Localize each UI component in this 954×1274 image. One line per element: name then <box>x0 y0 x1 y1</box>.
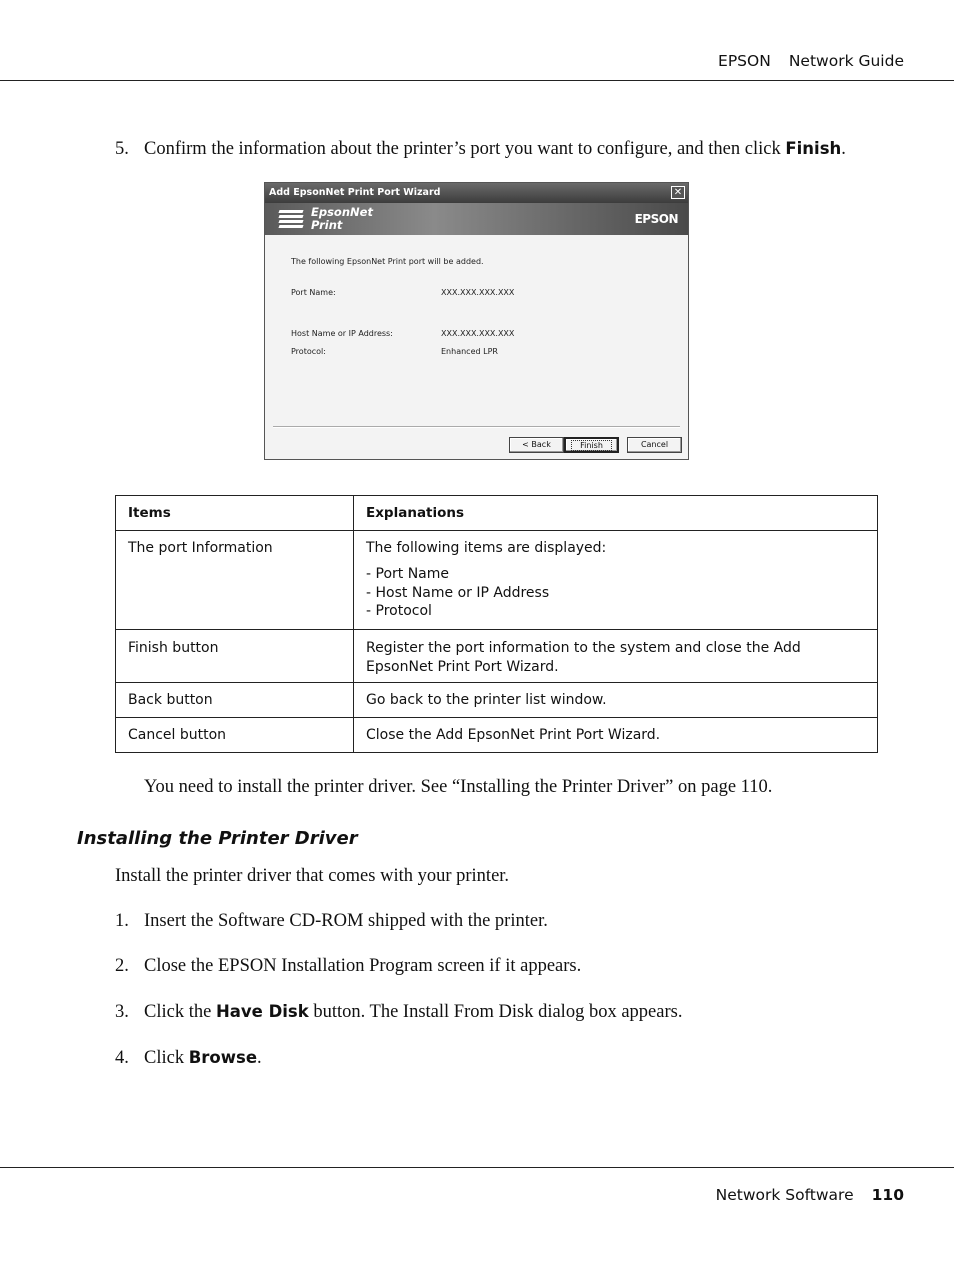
step-text: Close the EPSON Installation Program screen if it appears. <box>144 956 582 976</box>
explanation-text: The following items are displayed: <box>366 540 607 556</box>
port-name-value: XXX.XXX.XXX.XXX <box>441 288 515 297</box>
close-icon[interactable]: ✕ <box>671 186 685 199</box>
host-value: XXX.XXX.XXX.XXX <box>441 329 515 338</box>
table-header-row <box>116 496 878 531</box>
step-3 <box>115 1000 682 1024</box>
footer-section: Network Software <box>715 1186 854 1204</box>
list-item: - Host Name or IP Address <box>366 584 550 601</box>
table-row <box>116 630 878 683</box>
host-label: Host Name or IP Address: <box>291 329 393 338</box>
protocol-label: Protocol: <box>291 347 326 356</box>
step-2 <box>115 954 581 978</box>
page-number: 110 <box>871 1186 904 1204</box>
wizard-dialog <box>264 182 689 460</box>
page-footer <box>716 1186 904 1204</box>
protocol-value: Enhanced LPR <box>441 347 498 356</box>
explanation-cell: Close the Add EpsonNet Print Port Wizard. <box>354 718 878 753</box>
back-button[interactable]: < Back <box>509 437 564 453</box>
table-row <box>116 531 878 630</box>
banner-product-name <box>311 206 373 232</box>
header-explanations: Explanations <box>354 496 878 531</box>
epsonnet-logo-icon <box>279 208 303 230</box>
step-number: 3. <box>115 1002 129 1022</box>
step-text: Confirm the information about the printer’s port you want to configure, and then click <box>144 139 786 159</box>
section-title: Installing the Printer Driver <box>77 828 358 849</box>
step-number: 2. <box>115 956 129 976</box>
header-brand: EPSON <box>718 52 771 70</box>
step-1 <box>115 909 548 933</box>
step-text-end: button. The Install From Disk dialog box appears. <box>308 1002 683 1022</box>
dialog-separator <box>273 426 680 428</box>
explanation-cell <box>354 531 878 630</box>
footer-rule <box>0 1167 954 1168</box>
finish-button[interactable] <box>564 437 619 453</box>
driver-note: You need to install the printer driver. See “Installing the Printer Driver” on page 110. <box>144 777 773 797</box>
step-bold-term: Browse <box>188 1048 258 1067</box>
explanation-list <box>366 565 865 621</box>
step-4 <box>115 1046 262 1070</box>
step-bold-term: Finish <box>785 139 842 158</box>
step-5 <box>115 137 846 161</box>
dialog-intro: The following EpsonNet Print port will be added. <box>291 257 484 266</box>
list-item: - Protocol <box>366 603 432 619</box>
header-items: Items <box>116 496 354 531</box>
dialog-banner <box>265 203 688 235</box>
banner-line-1: EpsonNet <box>311 205 373 219</box>
step-number: 4. <box>115 1048 129 1068</box>
dialog-title: Add EpsonNet Print Port Wizard <box>269 187 441 198</box>
item-cell: Cancel button <box>116 718 354 753</box>
finish-button-label: Finish <box>572 441 611 450</box>
explanation-cell: Register the port information to the system and close the Add EpsonNet Print Port Wizard. <box>354 630 878 683</box>
step-number: 5. <box>115 139 129 159</box>
step-number: 1. <box>115 911 129 931</box>
banner-line-2: Print <box>311 218 343 232</box>
table-row <box>116 718 878 753</box>
items-table <box>115 495 878 753</box>
item-cell: Back button <box>116 683 354 718</box>
cancel-button[interactable]: Cancel <box>627 437 682 453</box>
item-cell: The port Information <box>116 531 354 630</box>
table-row <box>116 683 878 718</box>
step-text-end: . <box>257 1048 262 1068</box>
section-intro: Install the printer driver that comes with your printer. <box>115 866 510 886</box>
page-header <box>718 52 904 70</box>
explanation-cell: Go back to the printer list window. <box>354 683 878 718</box>
dialog-titlebar <box>265 183 688 203</box>
step-text-end: . <box>841 139 846 159</box>
item-cell: Finish button <box>116 630 354 683</box>
list-item: - Port Name <box>366 566 450 582</box>
step-text: Insert the Software CD-ROM shipped with the printer. <box>144 911 548 931</box>
step-text: Click <box>144 1048 189 1068</box>
step-text: Click the <box>144 1002 216 1022</box>
header-guide-title: Network Guide <box>788 52 904 70</box>
step-bold-term: Have Disk <box>215 1002 309 1021</box>
header-rule <box>0 80 954 81</box>
port-name-label: Port Name: <box>291 288 336 297</box>
banner-brand: EPSON <box>634 212 678 226</box>
